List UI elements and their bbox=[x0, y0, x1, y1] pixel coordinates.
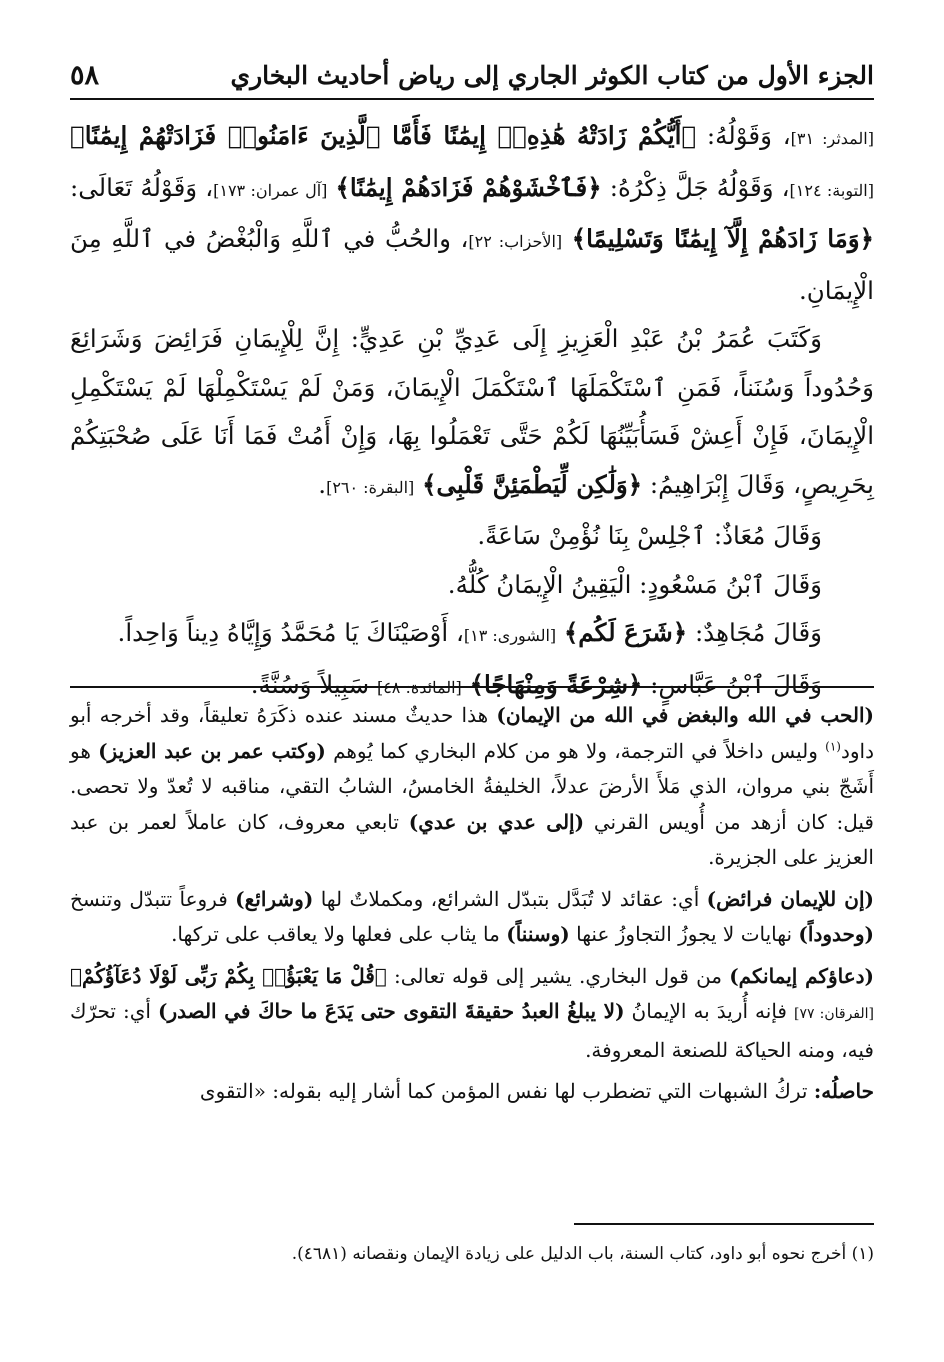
main-paragraph-4: وَقَالَ ٱبْنُ مَسْعُودٍ: الْيَقِينُ الْإِيمَانُ كُلُّهُ. bbox=[447, 569, 822, 599]
verse-reference: [آل عمران: ١٧٣] bbox=[213, 180, 328, 200]
lemma: حاصلُه: bbox=[813, 1079, 874, 1103]
quran-quote: ﴿فَٱخْشَوْهُمْ فَزَادَهُمْ إِيمَٰنًا﴾ bbox=[335, 172, 602, 202]
hadith-quote: (لا يبلغُ العبدُ حقيقةَ التقوى حتى يَدَعَ ما حاكَ في الصدر) bbox=[157, 999, 625, 1023]
lemma: (إلى عدي بن عدي) bbox=[408, 809, 585, 834]
text-run: هو أَشَجّ بني مروان، الذي مَلأَ الأرضَ عدلاً، الخليفةُ الخامسُ، الشابُ التقي، مناقبه لا تُعدّ ولا تحصى. قيل: كان أزهد من أُويس القرني bbox=[70, 738, 874, 834]
quran-quote: ﴿شَرَعَ لَكُم﴾ bbox=[563, 618, 688, 647]
running-header bbox=[70, 52, 874, 100]
text-run: هذا حديثٌ مسند عنده ذكَرَهُ تعليقاً، وقد أخرجه أبو داود bbox=[70, 703, 874, 763]
section-divider bbox=[70, 686, 874, 688]
main-text bbox=[70, 112, 874, 712]
verse-reference: [التوبة: ١٢٤] bbox=[789, 180, 874, 200]
lemma: (إن للإيمان فرائض) bbox=[706, 886, 874, 911]
commentary-paragraph-3 bbox=[70, 959, 874, 1069]
quran-quote: ﴿قُلْ مَا يَعْبَؤُا۟ بِكُمْ رَبِّى لَوْلَا دُعَآؤُكُمْ﴾ bbox=[70, 963, 387, 988]
text-run: ، وَقَوْلُهُ تَعَالَى: bbox=[70, 172, 214, 202]
text-run: وليس داخلاً في الترجمة، ولا هو من كلام البخاري كما يُوهم bbox=[325, 738, 826, 763]
footnote-text: أخرج نحوه أبو داود، كتاب السنة، باب الدليل على زيادة الإيمان ونقصانه (٤٦٨١). bbox=[291, 1244, 847, 1264]
footnote-number: (١) bbox=[851, 1244, 874, 1264]
commentary-paragraph-4 bbox=[70, 1074, 874, 1110]
text-run: فروعاً تتبدّل وتنسخ bbox=[70, 886, 236, 911]
footnote-marker[interactable]: (١) bbox=[825, 738, 841, 753]
footnote-divider bbox=[574, 1223, 874, 1225]
verse-reference: [المدثر: ٣١] bbox=[790, 129, 874, 148]
main-paragraph-5 bbox=[70, 609, 874, 661]
text-run: ، وَقَوْلُهُ: bbox=[696, 121, 791, 150]
header-title: الجزء الأول من كتاب الكوثر الجاري إلى رياض أحاديث البخاري bbox=[230, 60, 874, 90]
main-paragraph-3: وَقَالَ مُعَاذٌ: ٱجْلِسْ بِنَا نُؤْمِنْ سَاعَةً. bbox=[477, 521, 822, 550]
lemma: (وسنناً) bbox=[506, 922, 570, 946]
text-run: ما يثاب على فعلها ولا يعاقب على تركها. bbox=[171, 922, 507, 946]
text-run: أي: عقائد لا تُبَدَّل بتبدّل الشرائع، ومكملاتٌ لها bbox=[313, 886, 707, 911]
verse-reference: [الأحزاب: ٢٢] bbox=[468, 232, 563, 251]
quran-quote: ﴿أَيُّكُمْ زَادَتْهُ هَٰذِهِۦٓ إِيمَٰنًا فَأَمَّا ٱلَّذِينَ ءَامَنُوا۟ فَزَادَتْهُمْ إِيمَٰنًا﴾ bbox=[70, 121, 697, 150]
verse-reference: [المائدة: ٤٨] bbox=[376, 677, 462, 697]
commentary-paragraph-2 bbox=[70, 882, 874, 953]
verse-reference: [الفرقان: ٧٧] bbox=[794, 1006, 875, 1022]
verse-reference: [الشورى: ١٣] bbox=[463, 626, 557, 645]
text-run: تابعي معروف، كان عاملاً لعمر بن عبد العزيز على الجزيرة. bbox=[70, 809, 874, 869]
main-paragraph-1 bbox=[70, 112, 874, 315]
footnote bbox=[70, 1240, 874, 1268]
text-run: نهايات لا يجوزُ التجاوزُ عنها bbox=[569, 922, 799, 946]
commentary-paragraph-1 bbox=[70, 698, 874, 876]
text-run: . bbox=[318, 469, 327, 499]
text-run: ، وَقَوْلُهُ جَلَّ ذِكْرُهُ: bbox=[601, 172, 790, 202]
text-run: سَبِيلاً وَسُنَّةً. bbox=[250, 669, 377, 699]
page-number: ٥٨ bbox=[70, 59, 100, 91]
lemma: (دعاؤكم إيمانكم) bbox=[729, 963, 875, 988]
lemma: (وشرائع) bbox=[235, 886, 314, 911]
text-run: ، أَوْصَيْنَاكَ يَا مُحَمَّدُ وَإِيَّاهُ دِيناً وَاحِداً. bbox=[117, 618, 464, 647]
text-run: ، والحُبُّ في ٱللَّهِ وَالْبُغْضُ في ٱللَّهِ مِنَ الْإِيمَانِ. bbox=[70, 224, 874, 305]
text-run: أي: تحرّك فيه، ومنه الحياكة للصنعة المعروفة. bbox=[70, 999, 874, 1062]
text-run: تركُ الشبهات التي تضطرب لها نفس المؤمن كما أشار إليه بقوله: «التقوى bbox=[199, 1079, 814, 1103]
main-paragraph-2 bbox=[70, 315, 874, 512]
quran-quote: ﴿وَمَا زَادَهُمْ إِلَّآ إِيمَٰنًا وَتَسْلِيمًا﴾ bbox=[571, 224, 874, 253]
text-run: وَكَتَبَ عُمَرُ بْنُ عَبْدِ الْعَزِيزِ إِلَى عَدِيِّ بْنِ عَدِيٍّ: إِنَّ لِلْإِيمَانِ فَرَائِضَ وَشَرَائِعَ وَحُدُوداً وَسُنَناً، فَمَنِ ٱسْتَكْمَلَهَا ٱسْتَكْمَلَ الْإِيمَانَ، وَمَنْ لَمْ يَسْتَكْمِلْهَا لَمْ يَسْتَكْمِلِ الْإِيمَانَ، فَإِنْ أَعِشْ فَسَأُبَيِّنُهَا لَكُمْ حَتَّى تَعْمَلُوا بِهَا، وَإِنْ أَمُتْ فَمَا أَنَا عَلَى صُحْبَتِكُمْ بِحَرِيصٍ، وَقَالَ إِبْرَاهِيمُ: bbox=[70, 324, 874, 499]
text-run: وَقَالَ ٱبْنُ عَبَّاسٍ: bbox=[642, 669, 822, 699]
text-run: فإنه أُريدَ به الإيمانُ bbox=[624, 999, 794, 1023]
quran-quote: ﴿شِرْعَةً وَمِنْهَاجًا﴾ bbox=[469, 669, 643, 699]
lemma: (وكتب عمر بن عبد العزيز) bbox=[98, 738, 326, 763]
quran-quote: ﴿وَلَٰكِن لِّيَطْمَئِنَّ قَلْبِى﴾ bbox=[422, 469, 643, 499]
text-run: من قول البخاري. يشير إلى قوله تعالى: bbox=[386, 963, 730, 988]
verse-reference: [البقرة: ٢٦٠] bbox=[326, 477, 415, 497]
text-run: وَقَالَ مُجَاهِدٌ: bbox=[687, 618, 822, 647]
lemma: (وحدوداً) bbox=[798, 922, 874, 946]
lemma: (الحب في الله والبغض في الله من الإيمان) bbox=[496, 703, 875, 727]
commentary bbox=[70, 698, 874, 1116]
